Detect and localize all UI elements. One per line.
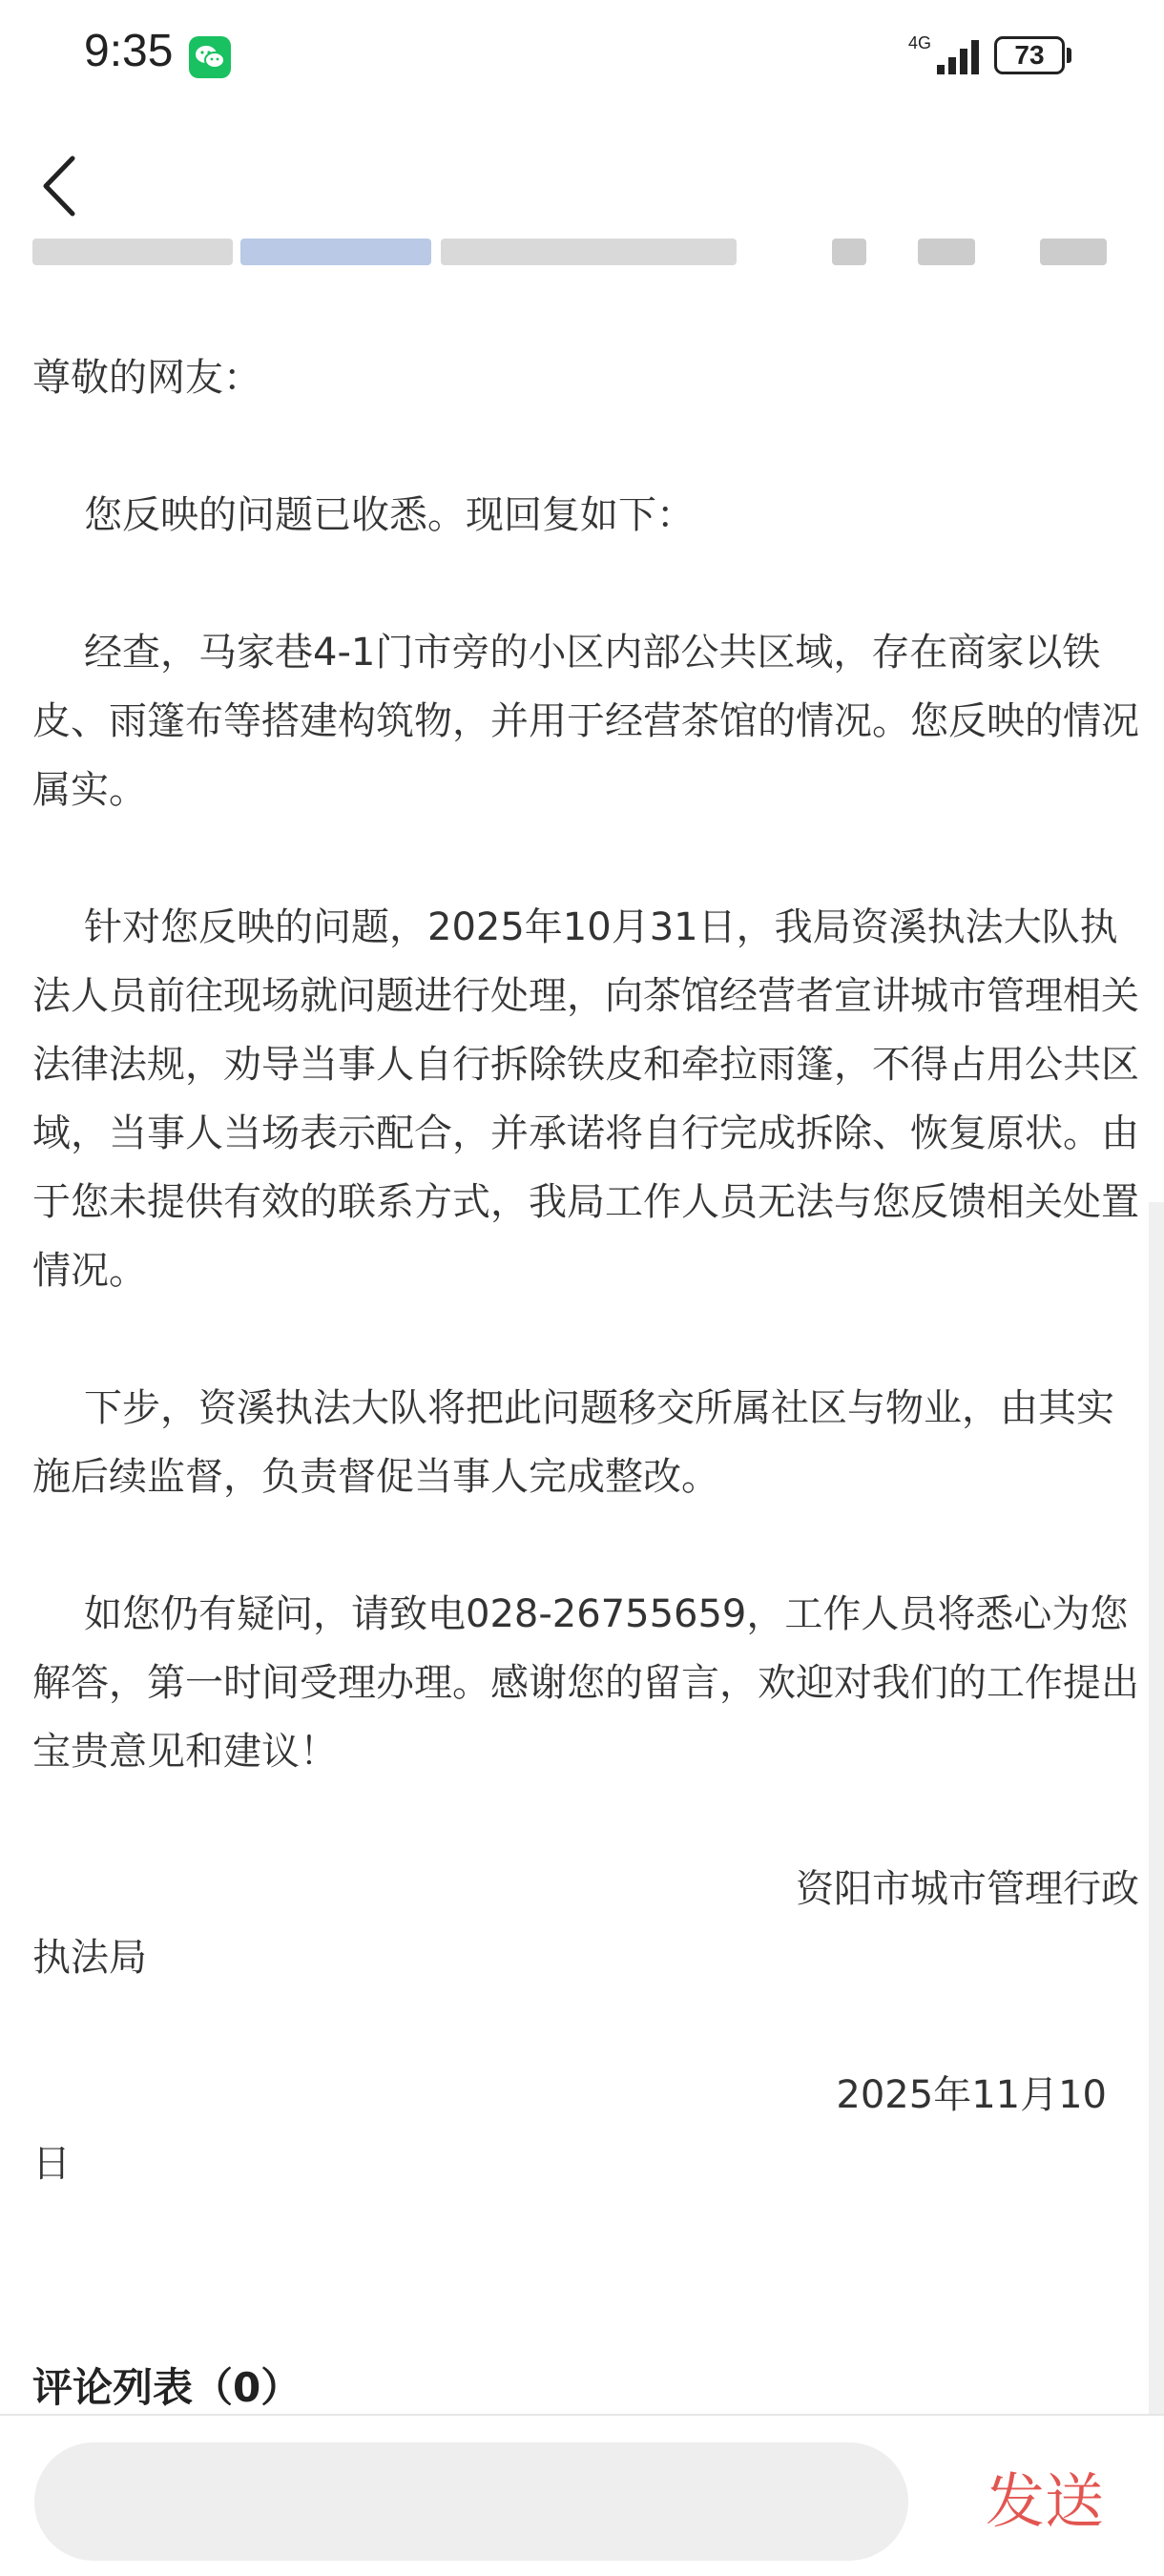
signal-icon: [937, 38, 981, 74]
scrolled-meta-row: [0, 235, 1164, 269]
comment-input[interactable]: [34, 2442, 908, 2561]
back-button[interactable]: [29, 143, 95, 229]
comments-title: 评论列表（0）: [32, 2364, 301, 2411]
reply-date: 2025年11月10: [836, 2073, 1107, 2117]
send-button[interactable]: 发送: [985, 2466, 1104, 2536]
greeting: 尊敬的网友：: [32, 356, 261, 400]
chevron-left-icon: [29, 143, 95, 229]
status-bar: [0, 0, 1164, 114]
battery-icon: 73: [994, 36, 1065, 74]
wechat-icon: [189, 36, 231, 78]
paragraph: 下步，资溪执法大队将把此问题移交所属社区与物业，由其实施后续监督，负责督促当事人完成整改。: [32, 1386, 1114, 1499]
paragraph: 针对您反映的问题，2025年10月31日，我局资溪执法大队执法人员前往现场就问题进行处理，向茶馆经营者宣讲城市管理相关法律法规，劝导当事人自行拆除铁皮和牵拉雨篷，不得占用公共区域，当事人当场表示配合，并承诺将自行完成拆除、恢复原状。由于您未提供有效的联系方式，我局工作人员无法与您反馈相关处置情况。: [32, 905, 1139, 1293]
paragraph: 经查，马家巷4-1门市旁的小区内部公共区域，存在商家以铁皮、雨篷布等搭建构筑物，并用于经营茶馆的情况。您反映的情况属实。: [32, 631, 1139, 812]
battery-tip: [1067, 48, 1071, 63]
comment-bar: [0, 2414, 1164, 2576]
network-type: 4G: [908, 33, 932, 52]
paragraph: 您反映的问题已收悉。现回复如下：: [84, 493, 695, 537]
paragraph: 如您仍有疑问，请致电028-26755659，工作人员将悉心为您解答，第一时间受理办理。感谢您的留言，欢迎对我们的工作提出宝贵意见和建议！: [32, 1592, 1139, 1774]
scrollbar[interactable]: [1149, 1202, 1164, 2414]
reply-article: [32, 343, 1139, 2198]
reply-date: 日: [32, 2142, 71, 2186]
signature-line: 执法局: [32, 1936, 147, 1980]
signature-line: 资阳市城市管理行政: [796, 1867, 1139, 1911]
status-time: 9:35: [84, 26, 174, 76]
